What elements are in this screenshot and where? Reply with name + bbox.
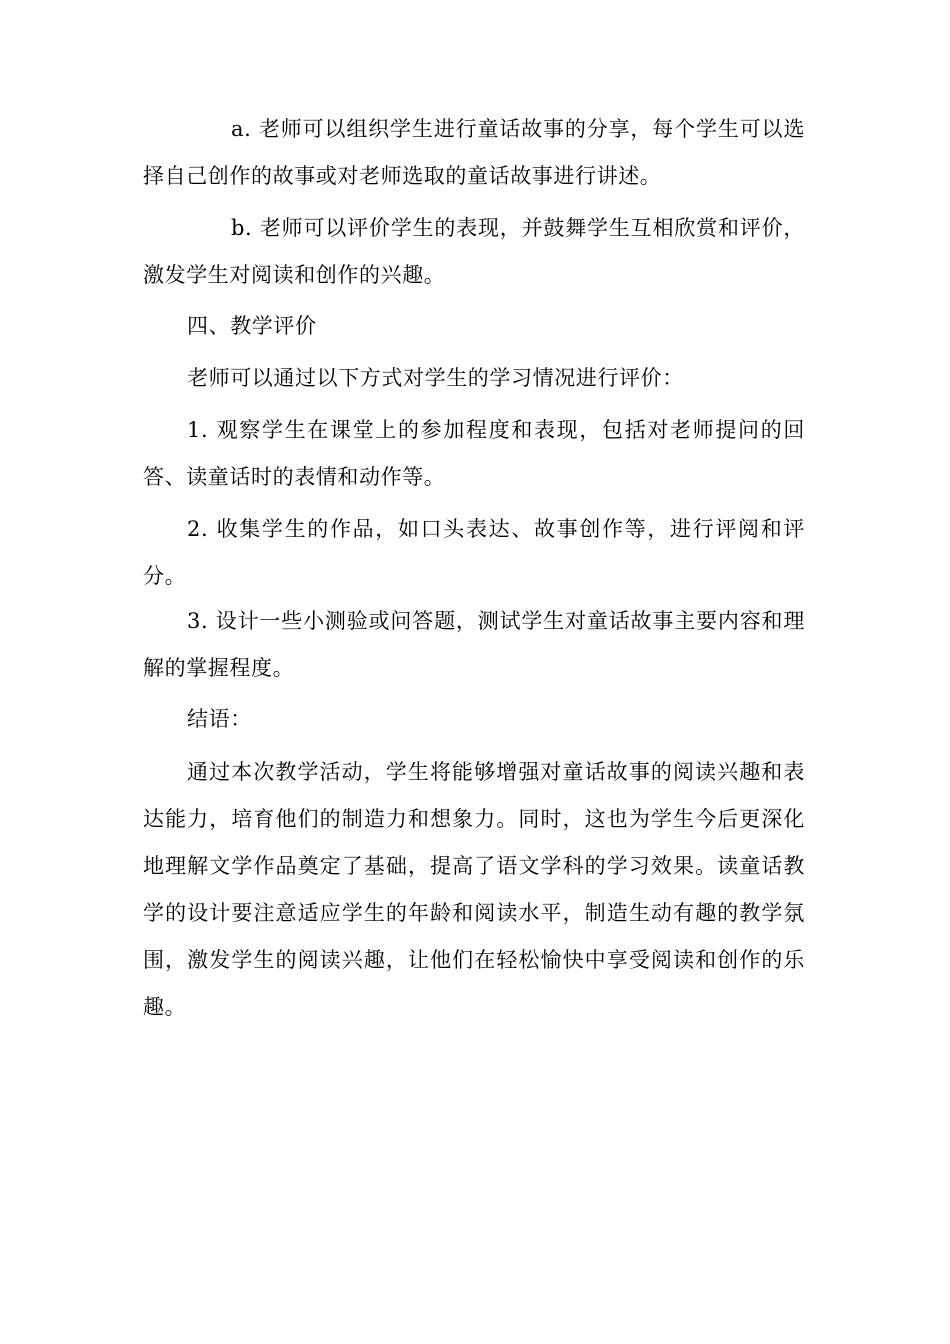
evaluation-item-2: 2. 收集学生的作品，如口头表达、故事创作等，进行评阅和评分。 [143, 517, 805, 588]
evaluation-item-1: 1. 观察学生在课堂上的参加程度和表现，包括对老师提问的回答、读童话时的表情和动作等。 [143, 418, 805, 489]
paragraph-item-a: a. 老师可以组织学生进行童话故事的分享，每个学生可以选择自己创作的故事或对老师选取的童话故事进行讲述。 [143, 117, 805, 188]
evaluation-intro-paragraph: 老师可以通过以下方式对学生的学习情况进行评价： [187, 366, 684, 390]
paragraph-item-b: b. 老师可以评价学生的表现，并鼓舞学生互相欣赏和评价，激发学生对阅读和创作的兴趣。 [143, 216, 805, 287]
conclusion-heading: 结语： [187, 707, 252, 731]
section-heading-teaching-evaluation: 四、教学评价 [187, 314, 317, 338]
conclusion-paragraph: 通过本次教学活动，学生将能够增强对童话故事的阅读兴趣和表达能力，培育他们的制造力和想象力。同时，这也为学生今后更深化地理解文学作品奠定了基础，提高了语文学科的学习效果。读童话教学的设计要注意适应学生的年龄和阅读水平，制造生动有趣的教学氛围，激发学生的阅读兴趣，让他们在轻松愉快中享受阅读和创作的乐趣。 [143, 760, 805, 1019]
evaluation-item-3: 3. 设计一些小测验或问答题，测试学生对童话故事主要内容和理解的掌握程度。 [143, 609, 805, 680]
